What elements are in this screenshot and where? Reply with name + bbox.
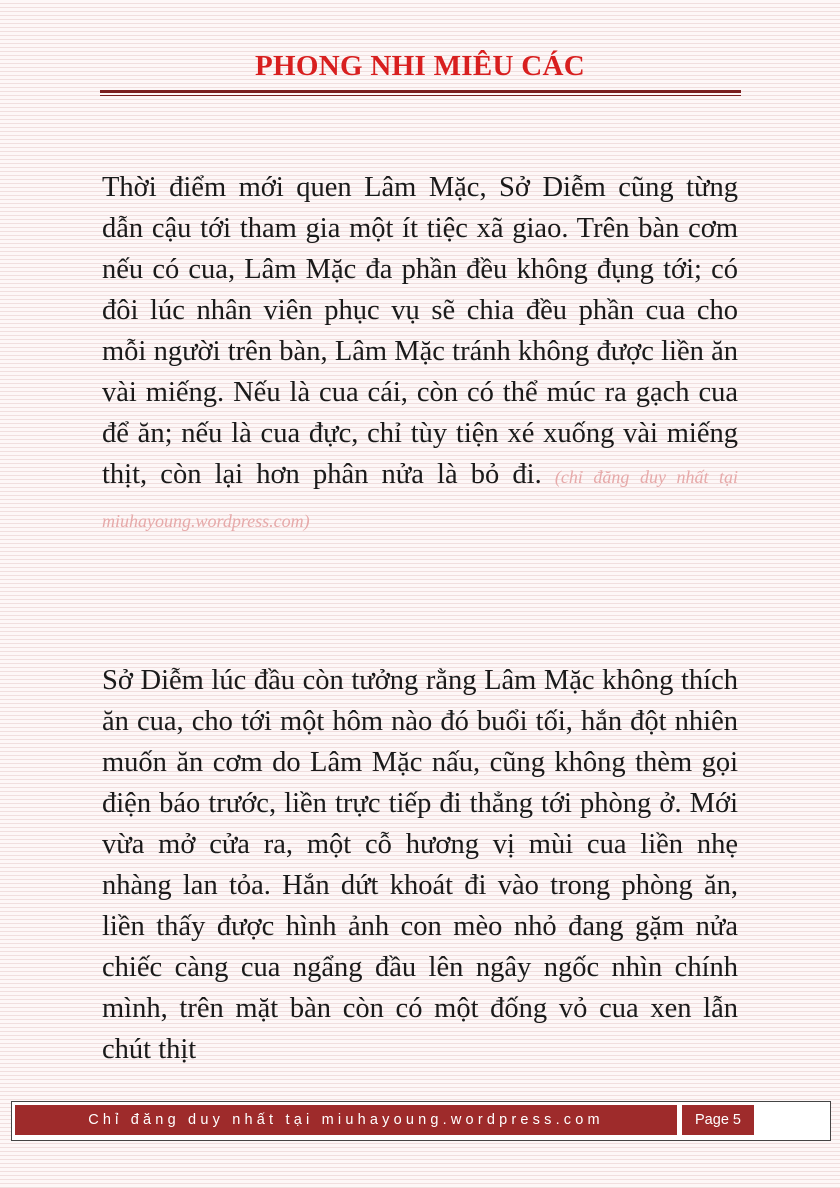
watermark-text: (chỉ đăng duy nhất tại miuhayoung.wordpress.com) [102, 467, 739, 531]
paragraph-1-text: Thời điểm mới quen Lâm Mặc, Sở Diễm cũng từng dẫn cậu tới tham gia một ít tiệc xã giao. Trên bàn cơm nếu có cua, Lâm Mặc đa phần đều không đụng tới; có đôi lúc nhân viên phục vụ sẽ chia đều phần cua cho mỗi người trên bàn, Lâm Mặc tránh không được liền ăn vài miếng. Nếu là cua cái, còn có thể múc ra gạch cua để ăn; nếu là cua đực, chỉ tùy tiện xé xuống vài miếng thịt, còn lại hơn phân nửa là bỏ đi. [102, 172, 738, 490]
page-footer [11, 1101, 831, 1141]
title-underline [100, 90, 741, 93]
body-paragraph-2: Sở Diễm lúc đầu còn tưởng rằng Lâm Mặc không thích ăn cua, cho tới một hôm nào đó buổi tối, hắn đột nhiên muốn ăn cơm do Lâm Mặc nấu, cũng không thèm gọi điện báo trước, liền trực tiếp đi thẳng tới phòng ở. Mới vừa mở cửa ra, một cỗ hương vị mùi cua liền nhẹ nhàng lan tỏa. Hắn dứt khoát đi vào trong phòng ăn, liền thấy được hình ảnh con mèo nhỏ đang gặm nửa chiếc càng cua ngẩng đầu lên ngây ngốc nhìn chính mình, trên mặt bàn còn có một đống vỏ cua xen lẫn chút thịt [102, 665, 738, 1065]
body-paragraph-1 [102, 167, 738, 542]
page-title: PHONG NHI MIÊU CÁC [254, 50, 586, 82]
page-number: Page 5 [682, 1105, 754, 1135]
title-underline-thin [100, 95, 741, 96]
footer-text: Chỉ đăng duy nhất tại miuhayoung.wordpress.com [15, 1105, 677, 1135]
